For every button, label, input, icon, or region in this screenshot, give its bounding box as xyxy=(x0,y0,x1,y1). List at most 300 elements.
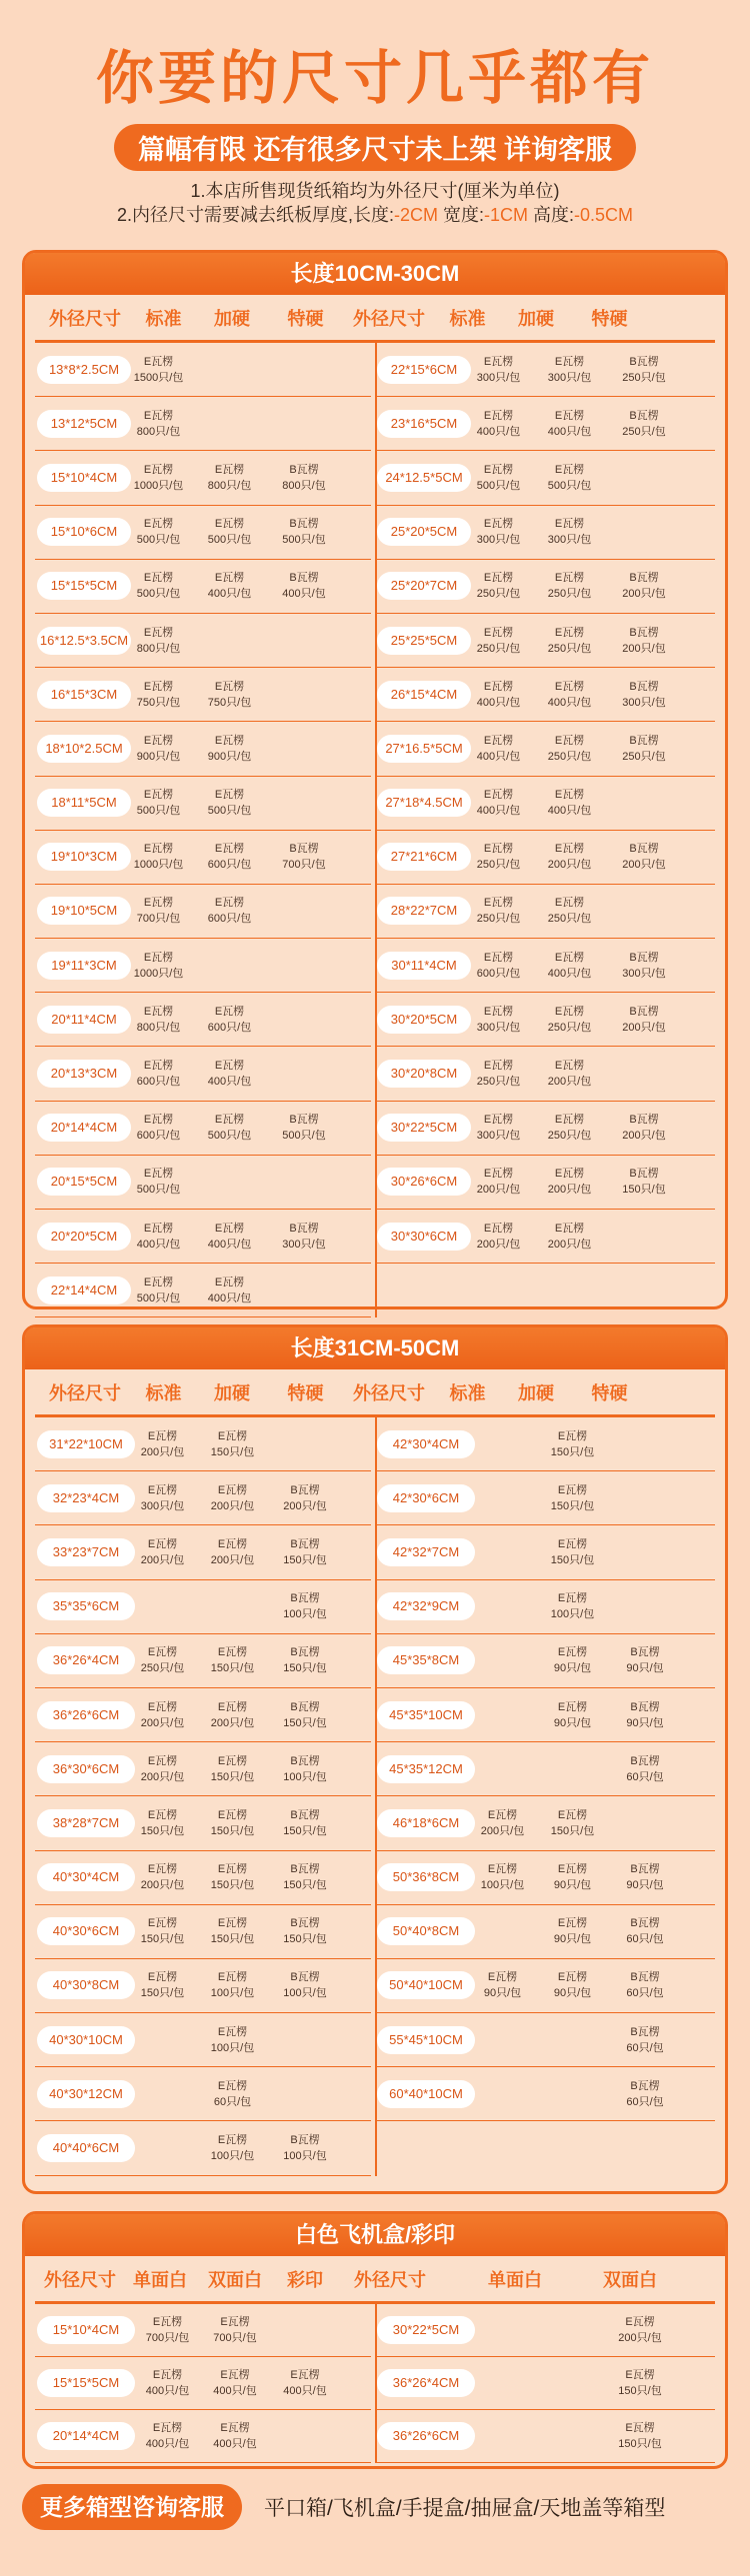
note-2 xyxy=(0,203,750,227)
stock-cell xyxy=(270,2367,340,2399)
stock-cell xyxy=(200,2367,270,2399)
table-row xyxy=(35,2121,371,2175)
stock-text: E瓦楞 xyxy=(483,409,514,422)
stock-text: E瓦楞 xyxy=(483,734,514,747)
size-label: 30*20*8CM xyxy=(377,1060,471,1088)
size-label: 45*35*10CM xyxy=(377,1701,475,1729)
stock-cell xyxy=(130,408,187,440)
stock-cell xyxy=(130,841,187,873)
stock-text: 90只/包 xyxy=(553,1933,592,1946)
stock-text: B瓦楞 xyxy=(629,680,659,693)
stock-text: 250只/包 xyxy=(547,913,592,926)
panel-title: 白色飞机盒/彩印 xyxy=(25,2214,725,2256)
stock-text: 200只/包 xyxy=(480,1824,525,1837)
stock-text: 200只/包 xyxy=(547,1238,592,1251)
stock-text: 500只/包 xyxy=(136,588,181,601)
stock-text: 200只/包 xyxy=(210,1716,255,1729)
stock-text: E瓦楞 xyxy=(483,518,514,531)
table-row xyxy=(35,831,371,885)
stock-cell xyxy=(527,625,612,657)
size-label: 22*14*4CM xyxy=(37,1277,131,1304)
table-row xyxy=(35,2304,371,2357)
stock-text: E瓦楞 xyxy=(487,1863,518,1876)
stock-cell xyxy=(130,462,187,494)
stock-text: 300只/包 xyxy=(547,534,592,547)
size-label: 30*11*4CM xyxy=(377,952,471,980)
stock-text: B瓦楞 xyxy=(290,1754,320,1767)
size-label: 42*30*6CM xyxy=(377,1484,475,1512)
stock-text: 150只/包 xyxy=(210,1933,255,1946)
stock-cell xyxy=(135,1482,190,1514)
stock-text: 100只/包 xyxy=(283,1987,327,2000)
stock-cell xyxy=(470,895,527,927)
table-row xyxy=(35,1851,371,1905)
column-header: 双面白 xyxy=(208,2269,262,2290)
stock-text: 200只/包 xyxy=(622,859,666,872)
stock-cell xyxy=(527,895,612,927)
stock-text: 200只/包 xyxy=(283,1499,327,1512)
stock-cell xyxy=(135,1644,190,1676)
column-header: 单面白 xyxy=(488,2269,542,2290)
stock-text: B瓦楞 xyxy=(630,1917,660,1930)
stock-text: B瓦楞 xyxy=(629,843,659,856)
table-row xyxy=(35,1525,371,1579)
stock-text: E瓦楞 xyxy=(147,1863,178,1876)
size-label: 40*30*8CM xyxy=(37,1971,135,1999)
page-title: 你要的尺寸几乎都有 xyxy=(95,46,654,111)
stock-text: E瓦楞 xyxy=(557,1863,588,1876)
contact-service-button[interactable]: 更多箱型咨询客服 xyxy=(22,2484,242,2530)
stock-text: 500只/包 xyxy=(136,1184,181,1197)
stock-text: E瓦楞 xyxy=(143,1222,174,1235)
stock-cell xyxy=(615,1699,675,1731)
stock-text: E瓦楞 xyxy=(217,1863,248,1876)
stock-text: E瓦楞 xyxy=(217,2079,248,2092)
stock-text: 150只/包 xyxy=(210,1445,255,1458)
stock-text: 500只/包 xyxy=(207,534,252,547)
stock-cell xyxy=(135,1969,190,2001)
stock-text: E瓦楞 xyxy=(143,1168,174,1181)
stock-cell xyxy=(130,1058,187,1090)
stock-cell xyxy=(187,1221,272,1253)
table-row xyxy=(375,831,715,885)
stock-cell xyxy=(615,1753,675,1785)
size-label: 16*12.5*3.5CM xyxy=(37,627,131,655)
column-header: 标准 xyxy=(145,308,182,329)
size-panel xyxy=(22,250,728,1309)
stock-text: E瓦楞 xyxy=(554,680,585,693)
stock-cell xyxy=(130,895,187,927)
stock-text: 150只/包 xyxy=(550,1445,595,1458)
stock-text: B瓦楞 xyxy=(630,2025,660,2038)
column-header: 加硬 xyxy=(518,308,554,329)
stock-text: 800只/包 xyxy=(136,1021,181,1034)
stock-text: 150只/包 xyxy=(618,2385,662,2397)
stock-text: B瓦楞 xyxy=(290,1700,320,1713)
table-row xyxy=(375,1102,715,1156)
stock-text: 90只/包 xyxy=(483,1987,522,2000)
stock-cell xyxy=(190,1861,275,1893)
stock-text: 150只/包 xyxy=(210,1770,255,1783)
stock-text: B瓦楞 xyxy=(290,1592,320,1605)
table-row xyxy=(35,1102,371,1156)
stock-text: 250只/包 xyxy=(476,642,521,655)
stock-text: E瓦楞 xyxy=(290,2369,320,2381)
stock-text: 90只/包 xyxy=(553,1716,592,1729)
stock-text: E瓦楞 xyxy=(217,1700,248,1713)
stock-cell xyxy=(130,1112,187,1144)
stock-cell xyxy=(530,1428,615,1460)
stock-cell xyxy=(527,570,612,602)
table-row xyxy=(35,2410,371,2463)
stock-text: 900只/包 xyxy=(136,750,181,763)
stock-cell xyxy=(275,1915,335,1947)
stock-text: E瓦楞 xyxy=(557,1808,588,1821)
stock-cell xyxy=(187,516,272,548)
size-label: 13*12*5CM xyxy=(37,410,131,438)
stock-text: B瓦楞 xyxy=(290,1917,320,1930)
note-2-prefix: 2.内径尺寸需要减去纸板厚度,长度: xyxy=(116,205,394,225)
stock-cell xyxy=(190,1699,275,1731)
stock-text: E瓦楞 xyxy=(214,1276,245,1288)
stock-text: 90只/包 xyxy=(553,1662,592,1675)
note-2-length: -2CM xyxy=(393,205,438,225)
size-panel xyxy=(22,1324,728,2194)
stock-cell xyxy=(200,2420,270,2452)
stock-cell xyxy=(187,1058,272,1090)
column-divider xyxy=(375,2304,377,2463)
table-row xyxy=(35,1047,371,1101)
stock-text: E瓦楞 xyxy=(483,626,514,639)
stock-text: E瓦楞 xyxy=(220,2369,250,2381)
stock-cell xyxy=(612,1112,676,1144)
stock-text: 400只/包 xyxy=(476,750,521,763)
stock-cell xyxy=(187,841,272,873)
stock-cell xyxy=(130,625,187,657)
size-label: 15*10*6CM xyxy=(37,518,131,546)
stock-cell xyxy=(130,516,187,548)
stock-cell xyxy=(470,950,527,982)
size-label: 40*40*6CM xyxy=(37,2134,135,2162)
stock-cell xyxy=(527,1166,612,1198)
stock-text: 100只/包 xyxy=(550,1608,595,1621)
table-row xyxy=(35,1264,371,1317)
table-row xyxy=(375,939,715,993)
stock-cell xyxy=(527,354,612,386)
stock-text: E瓦楞 xyxy=(214,572,245,585)
size-label: 20*20*5CM xyxy=(37,1223,131,1251)
column-header: 特硬 xyxy=(287,1382,324,1403)
table-row xyxy=(35,1905,371,1959)
stock-cell xyxy=(272,841,336,873)
stock-text: E瓦楞 xyxy=(143,897,174,910)
stock-cell xyxy=(585,2314,695,2346)
stock-text: 300只/包 xyxy=(547,371,592,384)
stock-text: 200只/包 xyxy=(140,1553,185,1566)
stock-text: E瓦楞 xyxy=(625,2422,655,2434)
table-row xyxy=(375,885,715,939)
size-label: 19*10*5CM xyxy=(37,897,131,925)
stock-text: 300只/包 xyxy=(282,1238,326,1251)
stock-text: B瓦楞 xyxy=(630,1754,660,1767)
stock-text: E瓦楞 xyxy=(554,355,585,368)
stock-text: E瓦楞 xyxy=(554,897,585,910)
stock-cell xyxy=(612,733,676,765)
table-row xyxy=(375,1525,715,1579)
stock-text: B瓦楞 xyxy=(289,518,319,531)
stock-text: 250只/包 xyxy=(547,750,592,763)
column-header: 外径尺寸 xyxy=(354,2269,426,2290)
stock-text: 250只/包 xyxy=(622,371,666,384)
stock-text: 300只/包 xyxy=(476,1021,521,1034)
stock-text: 400只/包 xyxy=(547,425,592,438)
size-label: 36*26*6CM xyxy=(37,1701,135,1729)
size-label: 50*40*8CM xyxy=(377,1917,475,1945)
stock-text: E瓦楞 xyxy=(625,2369,655,2381)
footer xyxy=(22,2484,728,2530)
stock-text: 300只/包 xyxy=(140,1499,185,1512)
subtitle-badge: 篇幅有限 还有很多尺寸未上架 详询客服 xyxy=(114,124,636,171)
stock-text: E瓦楞 xyxy=(483,897,514,910)
size-label: 35*35*6CM xyxy=(37,1592,135,1620)
table-row xyxy=(375,1210,715,1264)
stock-text: B瓦楞 xyxy=(629,951,659,964)
stock-text: E瓦楞 xyxy=(214,734,245,747)
stock-text: E瓦楞 xyxy=(483,1114,514,1127)
stock-text: E瓦楞 xyxy=(554,463,585,476)
stock-text: 200只/包 xyxy=(547,859,592,872)
stock-cell xyxy=(187,679,272,711)
stock-text: E瓦楞 xyxy=(143,680,174,693)
stock-text: 250只/包 xyxy=(476,588,521,601)
stock-cell xyxy=(135,1753,190,1785)
stock-text: E瓦楞 xyxy=(217,2025,248,2038)
stock-text: B瓦楞 xyxy=(289,843,319,856)
stock-text: 400只/包 xyxy=(207,1076,252,1089)
stock-text: E瓦楞 xyxy=(483,463,514,476)
stock-text: 1000只/包 xyxy=(133,859,184,872)
table-row xyxy=(375,1047,715,1101)
note-1: 1.本店所售现货纸箱均为外径尺寸(厘米为单位) xyxy=(190,181,560,201)
table-row xyxy=(35,1959,371,2013)
stock-text: B瓦楞 xyxy=(629,1168,659,1181)
stock-text: E瓦楞 xyxy=(557,1429,588,1442)
stock-text: E瓦楞 xyxy=(487,1971,518,1984)
column-headers xyxy=(35,295,715,343)
stock-cell xyxy=(585,2420,695,2452)
stock-cell xyxy=(187,895,272,927)
stock-text: E瓦楞 xyxy=(554,734,585,747)
stock-text: B瓦楞 xyxy=(290,1537,320,1550)
stock-text: 250只/包 xyxy=(476,859,521,872)
stock-text: 1000只/包 xyxy=(133,967,184,980)
stock-text: E瓦楞 xyxy=(214,897,245,910)
stock-cell xyxy=(135,1807,190,1839)
stock-cell xyxy=(615,1861,675,1893)
stock-cell xyxy=(187,1004,272,1036)
stock-text: 600只/包 xyxy=(136,1076,181,1089)
stock-cell xyxy=(275,1753,335,1785)
table-row xyxy=(35,1156,371,1210)
stock-cell xyxy=(187,1112,272,1144)
stock-cell xyxy=(612,1166,676,1198)
table-row xyxy=(35,2067,371,2121)
table-row xyxy=(375,1688,715,1742)
stock-text: 700只/包 xyxy=(136,913,181,926)
stock-text: 150只/包 xyxy=(140,1824,185,1837)
stock-cell xyxy=(275,1861,335,1893)
stock-cell xyxy=(470,570,527,602)
table-row xyxy=(375,722,715,776)
stock-text: B瓦楞 xyxy=(290,1971,320,1984)
stock-text: E瓦楞 xyxy=(152,2422,183,2434)
column-header: 外径尺寸 xyxy=(44,2269,116,2290)
stock-cell xyxy=(470,625,527,657)
stock-text: B瓦楞 xyxy=(289,572,319,585)
size-label: 15*10*4CM xyxy=(37,464,131,492)
column-header: 特硬 xyxy=(287,308,324,329)
table-row xyxy=(375,777,715,831)
stock-cell xyxy=(612,625,676,657)
stock-text: 500只/包 xyxy=(136,805,181,818)
stock-text: 400只/包 xyxy=(207,1238,252,1251)
stock-cell xyxy=(527,733,612,765)
stock-cell xyxy=(527,1112,612,1144)
stock-text: E瓦楞 xyxy=(214,843,245,856)
stock-text: 600只/包 xyxy=(207,859,252,872)
stock-text: 60只/包 xyxy=(213,2095,252,2108)
column-header: 标准 xyxy=(449,308,486,329)
size-label: 32*23*4CM xyxy=(37,1484,135,1512)
stock-cell xyxy=(275,1590,335,1622)
table-row xyxy=(375,451,715,505)
stock-cell xyxy=(187,733,272,765)
size-label: 42*32*7CM xyxy=(377,1538,475,1566)
stock-text: 400只/包 xyxy=(547,805,592,818)
stock-text: 150只/包 xyxy=(550,1824,595,1837)
stock-text: 250只/包 xyxy=(622,425,666,438)
table-row xyxy=(375,397,715,451)
stock-cell xyxy=(615,2024,675,2056)
stock-text: E瓦楞 xyxy=(557,1700,588,1713)
stock-text: 150只/包 xyxy=(283,1824,327,1837)
column-header: 外径尺寸 xyxy=(353,1382,425,1403)
stock-text: B瓦楞 xyxy=(290,1863,320,1876)
size-label: 20*14*4CM xyxy=(37,1114,131,1142)
table-row xyxy=(35,1580,371,1634)
stock-cell xyxy=(475,1969,530,2001)
stock-cell xyxy=(190,1482,275,1514)
column-header: 外径尺寸 xyxy=(49,308,121,329)
size-label: 45*35*8CM xyxy=(377,1646,475,1674)
table-row xyxy=(375,1851,715,1905)
stock-text: 250只/包 xyxy=(476,913,521,926)
stock-text: 250只/包 xyxy=(547,588,592,601)
stock-cell xyxy=(612,950,676,982)
right-column xyxy=(375,343,715,1317)
stock-cell xyxy=(470,1112,527,1144)
note-2-height: -0.5CM xyxy=(574,205,634,225)
stock-cell xyxy=(530,1590,615,1622)
stock-cell xyxy=(190,1428,275,1460)
stock-cell xyxy=(470,462,527,494)
size-label: 30*20*5CM xyxy=(377,1006,471,1034)
table-row xyxy=(375,343,715,397)
stock-text: E瓦楞 xyxy=(214,789,245,802)
stock-cell xyxy=(527,950,612,982)
stock-text: 300只/包 xyxy=(622,967,666,980)
stock-text: 150只/包 xyxy=(210,1879,255,1892)
stock-cell xyxy=(527,1004,612,1036)
stock-text: E瓦楞 xyxy=(625,2316,655,2328)
stock-text: 500只/包 xyxy=(282,534,326,547)
table-row xyxy=(375,2357,715,2410)
stock-text: 600只/包 xyxy=(136,1130,181,1143)
stock-text: 150只/包 xyxy=(550,1553,595,1566)
stock-cell xyxy=(530,1807,615,1839)
stock-cell xyxy=(527,1058,612,1090)
stock-text: B瓦楞 xyxy=(629,1005,659,1018)
stock-cell xyxy=(530,1644,615,1676)
size-label: 19*10*3CM xyxy=(37,843,131,871)
table-row xyxy=(375,1796,715,1850)
stock-text: 150只/包 xyxy=(550,1499,595,1512)
stock-text: 500只/包 xyxy=(282,1130,326,1143)
stock-cell xyxy=(612,679,676,711)
column-header: 外径尺寸 xyxy=(353,308,425,329)
stock-text: E瓦楞 xyxy=(554,843,585,856)
stock-text: E瓦楞 xyxy=(483,355,514,368)
stock-cell xyxy=(527,787,612,819)
size-label: 20*14*4CM xyxy=(37,2422,135,2450)
stock-cell xyxy=(530,1915,615,1947)
stock-text: E瓦楞 xyxy=(217,2134,248,2147)
size-label: 27*21*6CM xyxy=(377,843,471,871)
stock-cell xyxy=(135,1861,190,1893)
table-row xyxy=(375,2410,715,2463)
size-label: 42*32*9CM xyxy=(377,1592,475,1620)
stock-cell xyxy=(530,1536,615,1568)
stock-text: 250只/包 xyxy=(622,750,666,763)
stock-text: 60只/包 xyxy=(626,2041,664,2054)
stock-text: E瓦楞 xyxy=(554,1222,585,1235)
stock-cell xyxy=(530,1482,615,1514)
stock-cell xyxy=(470,354,527,386)
stock-text: 400只/包 xyxy=(145,2438,190,2450)
stock-text: 100只/包 xyxy=(283,2150,327,2163)
table-row xyxy=(375,668,715,722)
stock-text: B瓦楞 xyxy=(630,1700,660,1713)
size-label: 25*20*5CM xyxy=(377,518,471,546)
table-row xyxy=(375,1959,715,2013)
stock-cell xyxy=(527,679,612,711)
stock-text: 90只/包 xyxy=(626,1662,664,1675)
stock-text: 90只/包 xyxy=(626,1716,664,1729)
stock-text: 150只/包 xyxy=(283,1716,327,1729)
stock-text: 750只/包 xyxy=(207,696,252,709)
stock-cell xyxy=(272,462,336,494)
stock-cell xyxy=(130,570,187,602)
stock-text: 150只/包 xyxy=(283,1553,327,1566)
stock-text: 400只/包 xyxy=(213,2438,257,2450)
stock-text: E瓦楞 xyxy=(483,572,514,585)
size-label: 40*30*10CM xyxy=(37,2026,135,2054)
stock-text: 200只/包 xyxy=(140,1445,185,1458)
stock-text: 500只/包 xyxy=(207,1130,252,1143)
table-row xyxy=(375,1742,715,1796)
size-label: 30*22*5CM xyxy=(377,1114,471,1142)
stock-cell xyxy=(612,354,676,386)
